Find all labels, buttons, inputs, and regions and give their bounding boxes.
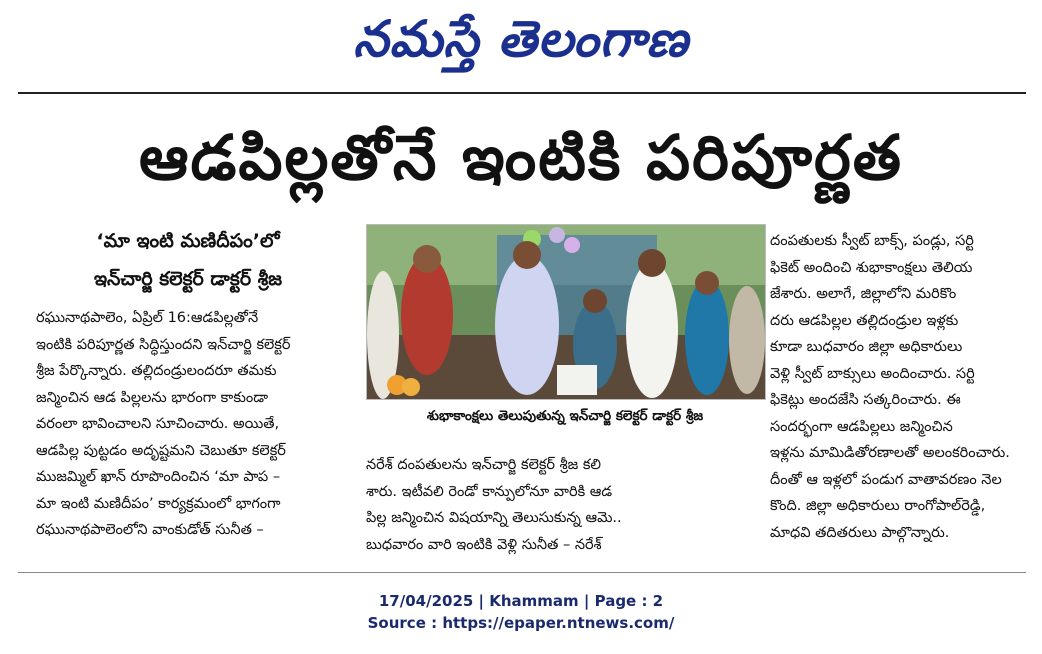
text-line: బుధవారం వారి ఇంటికి వెళ్లి సునీత – నరేశ్	[366, 536, 602, 553]
text-line: మా ఇంటి మణిదీపం’ కార్యక్రమంలో భాగంగా	[36, 495, 281, 512]
column-left	[36, 305, 366, 544]
footer-edition-info: 17/04/2025 | Khammam | Page : 2	[378, 592, 664, 610]
article-headline: ఆడపిల్లతోనే ఇంటికి పరిపూర్ణత	[139, 121, 903, 194]
text-line: ఫికెట్ అందించి శుభాకాంక్షలు తెలియ	[770, 259, 973, 276]
footer-divider	[18, 572, 1026, 573]
text-line: ఆడపిల్ల పుట్టడం అదృష్టమని చెబుతూ కలెక్టర్	[36, 442, 286, 459]
text-line: కూడా బుధవారం జిల్లా అధికారులు	[770, 339, 963, 355]
text-line: ముజమ్మిల్ ఖాన్ రూపొందించిన ‘మా పాప –	[36, 469, 281, 485]
text-line: దీంతో ఆ ఇళ్లలో పండుగ వాతావరణం నెల	[770, 471, 1002, 488]
text-line: వరంలా భావించాలని సూచించారు. అయితే,	[36, 416, 280, 432]
text-line: జన్మించిన ఆడ పిల్లలను భారంగా కాకుండా	[36, 389, 269, 406]
text-line: జేశారు. అలాగే, జిల్లాలోని మరికొం	[770, 286, 957, 302]
text-line: ఇంటికి పరిపూర్ణత సిద్ధిస్తుందని ఇన్‌చార్జి కలెక్టర్	[36, 336, 291, 353]
text-line: ఫికెట్లు అందజేసి సత్కరించారు. ఈ	[770, 392, 961, 408]
text-line: సందర్భంగా ఆడపిల్లలు జన్మించిన	[770, 418, 953, 435]
text-line: శ్రీజ పేర్కొన్నారు. తల్లిదండ్రులందరూ తమకు	[36, 363, 277, 379]
column-middle	[366, 452, 766, 558]
text-line: దంపతులకు స్వీట్ బాక్స్, పండ్లు, సర్టి	[770, 233, 974, 249]
text-line: దరు ఆడపిల్లల తల్లిదండ్రుల ఇళ్లకు	[770, 312, 959, 329]
photo-caption: శుభాకాంక్షలు తెలుపుతున్న ఇన్‌చార్జి కలెక్టర్ డాక్టర్ శ్రీజ	[426, 408, 704, 424]
text-line: రఘునాథపాలెంలోని వాంకుడోత్ సునీత –	[36, 522, 264, 538]
masthead-title: నమస్తే తెలంగాణ	[353, 10, 689, 68]
text-line: పిల్ల జన్మించిన విషయాన్ని తెలుసుకున్న ఆమె..	[366, 510, 622, 526]
text-line: శారు. ఇటీవలి రెండో కాన్పులోనూ వారికి ఆడ	[366, 483, 613, 500]
footer-source-link[interactable]: Source : https://epaper.ntnews.com/	[367, 614, 675, 632]
column-right	[770, 228, 1020, 546]
text-line: మాధవి తదితరులు పాల్గొన్నారు.	[770, 524, 950, 541]
text-line: వెళ్లి స్వీట్ బాక్సులు అందించారు. సర్టి	[770, 365, 975, 382]
subhead-line: ‘మా ఇంటి మణిదీపం’లో	[96, 230, 280, 252]
subhead-line: ఇన్‌చార్జి కలెక్టర్ డాక్టర్ శ్రీజ	[93, 268, 283, 290]
text-line: రఘునాథపాలెం, ఏప్రిల్ 16:ఆడపిల్లతోనే	[36, 310, 259, 326]
text-line: కొంది. జిల్లా అధికారులు రాంగోపాల్‌రెడ్డి,	[770, 498, 986, 514]
masthead-divider	[18, 92, 1026, 94]
article-subhead	[18, 222, 358, 298]
article-photo	[366, 224, 766, 400]
text-line: ఇళ్లను మామిడితోరణాలతో అలంకరించారు.	[770, 445, 1010, 461]
text-line: నరేశ్ దంపతులను ఇన్‌చార్జి కలెక్టర్ శ్రీజ కలి	[366, 457, 602, 473]
